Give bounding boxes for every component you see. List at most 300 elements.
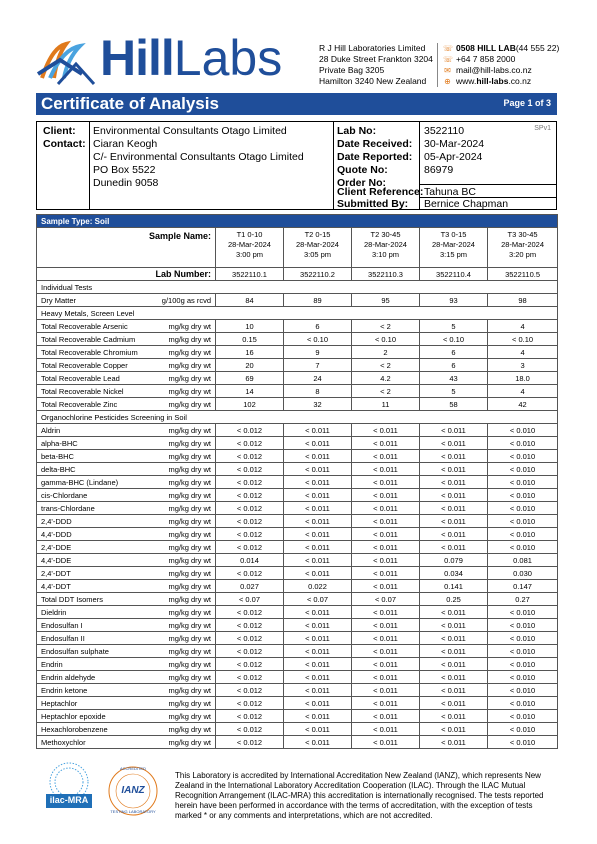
result-row <box>37 424 558 437</box>
result-value: < 0.012 <box>216 658 284 671</box>
analyte-name: 2,4'-DDD <box>37 515 152 528</box>
result-value: < 0.012 <box>216 710 284 723</box>
result-value: < 0.011 <box>420 710 488 723</box>
analyte-unit: mg/kg dry wt <box>152 658 216 671</box>
result-value: < 0.011 <box>420 437 488 450</box>
analyte-name: Total Recoverable Copper <box>37 359 152 372</box>
result-value: < 0.011 <box>420 528 488 541</box>
result-value: < 0.011 <box>352 645 420 658</box>
analyte-unit: mg/kg dry wt <box>152 645 216 658</box>
ilac-mra-logo: ilac-MRA <box>38 760 100 822</box>
email-icon: ✉ <box>444 66 451 75</box>
result-value: 0.022 <box>284 580 352 593</box>
result-value: < 0.011 <box>284 489 352 502</box>
header-divider <box>437 43 438 87</box>
logo-wordmark: HillLabs <box>100 30 283 86</box>
result-row <box>37 593 558 606</box>
analyte-name: gamma-BHC (Lindane) <box>37 476 152 489</box>
analyte-unit: g/100g as rcvd <box>152 294 216 307</box>
result-row <box>37 606 558 619</box>
result-row <box>37 502 558 515</box>
analyte-name: 4,4'-DDE <box>37 554 152 567</box>
result-value: < 0.10 <box>420 333 488 346</box>
analyte-name: Hexachlorobenzene <box>37 723 152 736</box>
result-value: < 2 <box>352 385 420 398</box>
result-value: < 0.011 <box>352 437 420 450</box>
result-value: < 0.012 <box>216 671 284 684</box>
analyte-unit: mg/kg dry wt <box>152 697 216 710</box>
result-value: < 0.011 <box>420 489 488 502</box>
sample-header: T2 30-45 28-Mar-2024 3:10 pm <box>352 228 420 268</box>
analyte-unit: mg/kg dry wt <box>152 567 216 580</box>
ianz-accredited-logo: IANZ ACCREDITED TESTING LABORATORY <box>110 766 156 814</box>
result-value: 7 <box>284 359 352 372</box>
result-value: 4.2 <box>352 372 420 385</box>
analyte-name: 4,4'-DDT <box>37 580 152 593</box>
result-row <box>37 463 558 476</box>
result-row <box>37 684 558 697</box>
analyte-unit: mg/kg dry wt <box>152 671 216 684</box>
section-title: Heavy Metals, Screen Level <box>37 307 558 320</box>
result-value: < 0.011 <box>284 658 352 671</box>
lab-address <box>319 43 433 87</box>
result-value: < 0.010 <box>488 463 558 476</box>
analyte-unit: mg/kg dry wt <box>152 515 216 528</box>
result-value: < 0.011 <box>352 697 420 710</box>
address-line: Private Bag 3205 <box>319 65 385 75</box>
lab-contact <box>443 43 559 87</box>
result-value: < 0.010 <box>488 632 558 645</box>
result-value: < 0.011 <box>420 606 488 619</box>
analyte-name: trans-Chlordane <box>37 502 152 515</box>
result-row <box>37 567 558 580</box>
lab-number-label: Lab Number: <box>37 268 216 281</box>
page-title: Certificate of Analysis <box>41 94 219 113</box>
version-tag: SPv1 <box>534 125 551 132</box>
title-bar <box>36 93 557 115</box>
result-value: 4 <box>488 385 558 398</box>
analyte-name: Endrin aldehyde <box>37 671 152 684</box>
result-value: < 0.011 <box>420 424 488 437</box>
submitted-by-value: Bernice Chapman <box>424 198 509 210</box>
analyte-unit: mg/kg dry wt <box>152 710 216 723</box>
result-value: < 0.011 <box>420 619 488 632</box>
result-value: < 0.010 <box>488 502 558 515</box>
phone-primary-extra: (44 555 22) <box>515 43 560 53</box>
analyte-unit: mg/kg dry wt <box>152 593 216 606</box>
result-value: < 0.011 <box>352 567 420 580</box>
analyte-unit: mg/kg dry wt <box>152 619 216 632</box>
contact-label: Contact: <box>43 138 86 150</box>
result-value: 0.15 <box>216 333 284 346</box>
result-row <box>37 294 558 307</box>
result-value: < 0.011 <box>352 489 420 502</box>
section-title: Organochlorine Pesticides Screening in Soil <box>37 411 558 424</box>
analyte-name: Dieldrin <box>37 606 152 619</box>
result-value: 0.27 <box>488 593 558 606</box>
result-value: 42 <box>488 398 558 411</box>
analyte-name: Endosulfan II <box>37 632 152 645</box>
result-value: < 0.011 <box>420 658 488 671</box>
result-value: < 0.010 <box>488 541 558 554</box>
result-value: < 0.011 <box>352 424 420 437</box>
result-row <box>37 320 558 333</box>
result-value: < 0.010 <box>488 528 558 541</box>
result-value: < 0.011 <box>420 632 488 645</box>
result-value: < 0.012 <box>216 489 284 502</box>
analyte-unit: mg/kg dry wt <box>152 398 216 411</box>
analyte-name: Dry Matter <box>37 294 152 307</box>
accreditation-statement: This Laboratory is accredited by International Accreditation New Zealand (IANZ), which represents New Zealand in the International Laboratory Accreditation Cooperation (ILAC). Through the ILAC Mutual Recognition Arrangement (ILAC-MRA) this accreditation is internationally recognised. The tests reported herein have been performed in accordance with the terms of accreditation, with the exception of tests marked * or any comments and interpretations, which are not accredited. <box>175 771 544 820</box>
result-value: 6 <box>284 320 352 333</box>
phone-icon: ☏ <box>443 55 454 64</box>
sample-header: T3 0-15 28-Mar-2024 3:15 pm <box>420 228 488 268</box>
sample-header: T1 0-10 28-Mar-2024 3:00 pm <box>216 228 284 268</box>
result-value: < 0.012 <box>216 437 284 450</box>
result-value: < 0.011 <box>284 710 352 723</box>
analyte-name: Total Recoverable Arsenic <box>37 320 152 333</box>
result-value: < 0.011 <box>352 710 420 723</box>
result-value: < 0.011 <box>420 502 488 515</box>
sample-name-label: Sample Name: <box>37 228 216 268</box>
result-value: < 0.010 <box>488 619 558 632</box>
section-header-row <box>37 411 558 424</box>
result-value: < 2 <box>352 320 420 333</box>
result-value: < 0.011 <box>284 606 352 619</box>
analyte-name: Endrin <box>37 658 152 671</box>
address-line: Hamilton 3240 New Zealand <box>319 76 427 86</box>
date-received-label: Date Received: <box>337 138 413 150</box>
analyte-name: cis-Chlordane <box>37 489 152 502</box>
analyte-name: Total Recoverable Zinc <box>37 398 152 411</box>
result-value: < 0.012 <box>216 463 284 476</box>
result-value: < 0.011 <box>284 463 352 476</box>
analyte-unit: mg/kg dry wt <box>152 359 216 372</box>
analyte-name: Heptachlor epoxide <box>37 710 152 723</box>
result-value: 10 <box>216 320 284 333</box>
result-value: < 0.011 <box>352 606 420 619</box>
analyte-unit: mg/kg dry wt <box>152 723 216 736</box>
page-number: Page 1 of 3 <box>503 98 551 108</box>
result-row <box>37 359 558 372</box>
result-value: < 0.011 <box>352 619 420 632</box>
analyte-unit: mg/kg dry wt <box>152 424 216 437</box>
result-value: 93 <box>420 294 488 307</box>
analyte-name: delta-BHC <box>37 463 152 476</box>
result-row <box>37 619 558 632</box>
analyte-unit: mg/kg dry wt <box>152 632 216 645</box>
result-value: 0.147 <box>488 580 558 593</box>
result-value: < 0.07 <box>216 593 284 606</box>
result-value: < 0.011 <box>284 684 352 697</box>
result-value: 9 <box>284 346 352 359</box>
result-value: 69 <box>216 372 284 385</box>
analyte-unit: mg/kg dry wt <box>152 372 216 385</box>
date-reported-label: Date Reported: <box>337 151 413 163</box>
result-value: < 0.010 <box>488 684 558 697</box>
quote-no-label: Quote No: <box>337 164 388 176</box>
result-value: < 0.011 <box>284 476 352 489</box>
result-value: < 0.10 <box>352 333 420 346</box>
result-value: < 0.10 <box>284 333 352 346</box>
result-row <box>37 554 558 567</box>
contact-name: Ciaran Keogh <box>93 138 158 150</box>
result-value: < 0.011 <box>352 736 420 749</box>
result-value: 95 <box>352 294 420 307</box>
lab-number: 3522110.5 <box>488 268 558 281</box>
client-address-line: C/- Environmental Consultants Otago Limited <box>93 151 304 163</box>
result-value: 89 <box>284 294 352 307</box>
result-value: < 0.011 <box>352 541 420 554</box>
result-value: < 0.011 <box>284 697 352 710</box>
result-value: < 0.012 <box>216 502 284 515</box>
analyte-unit: mg/kg dry wt <box>152 346 216 359</box>
result-value: 5 <box>420 320 488 333</box>
result-value: < 0.011 <box>420 684 488 697</box>
analyte-unit: mg/kg dry wt <box>152 450 216 463</box>
result-row <box>37 398 558 411</box>
result-value: < 0.011 <box>284 632 352 645</box>
result-value: < 0.011 <box>352 502 420 515</box>
lab-number: 3522110.3 <box>352 268 420 281</box>
analyte-unit: mg/kg dry wt <box>152 333 216 346</box>
section-header-row <box>37 307 558 320</box>
analyte-name: Endosulfan sulphate <box>37 645 152 658</box>
analyte-unit: mg/kg dry wt <box>152 736 216 749</box>
result-value: 20 <box>216 359 284 372</box>
result-value: < 0.011 <box>284 541 352 554</box>
result-value: < 0.011 <box>284 567 352 580</box>
result-value: < 0.010 <box>488 437 558 450</box>
result-row <box>37 450 558 463</box>
analyte-name: Heptachlor <box>37 697 152 710</box>
client-label: Client: <box>43 125 76 137</box>
result-value: 8 <box>284 385 352 398</box>
client-address-line: Dunedin 9058 <box>93 177 159 189</box>
logo-mark-icon <box>36 34 100 90</box>
result-value: < 0.011 <box>352 632 420 645</box>
result-value: < 0.011 <box>284 671 352 684</box>
phone-icon: ☏ <box>443 44 454 53</box>
client-reference-value: Tahuna BC <box>424 186 476 198</box>
lab-number: 3522110.2 <box>284 268 352 281</box>
result-value: < 0.012 <box>216 541 284 554</box>
result-value: 0.030 <box>488 567 558 580</box>
lab-no-value: 3522110 <box>424 125 465 137</box>
result-value: < 0.011 <box>420 515 488 528</box>
result-value: < 0.010 <box>488 489 558 502</box>
result-value: < 0.010 <box>488 658 558 671</box>
result-row <box>37 528 558 541</box>
address-line: R J Hill Laboratories Limited <box>319 43 426 53</box>
result-value: < 0.012 <box>216 528 284 541</box>
result-value: < 0.011 <box>352 554 420 567</box>
result-row <box>37 346 558 359</box>
analyte-name: Endrin ketone <box>37 684 152 697</box>
submitted-by-label: Submitted By: <box>337 198 409 210</box>
result-value: 11 <box>352 398 420 411</box>
result-value: < 0.011 <box>352 671 420 684</box>
result-value: 14 <box>216 385 284 398</box>
result-value: 16 <box>216 346 284 359</box>
result-value: < 0.010 <box>488 476 558 489</box>
result-value: < 0.011 <box>420 476 488 489</box>
sample-header: T2 0-15 28-Mar-2024 3:05 pm <box>284 228 352 268</box>
result-value: < 0.011 <box>352 580 420 593</box>
result-value: < 0.011 <box>352 658 420 671</box>
analyte-name: Aldrin <box>37 424 152 437</box>
result-value: < 0.011 <box>420 736 488 749</box>
result-value: < 0.012 <box>216 424 284 437</box>
analyte-unit: mg/kg dry wt <box>152 385 216 398</box>
result-row <box>37 515 558 528</box>
analyte-unit: mg/kg dry wt <box>152 684 216 697</box>
result-value: < 0.010 <box>488 645 558 658</box>
result-value: 3 <box>488 359 558 372</box>
analyte-name: 4,4'-DDD <box>37 528 152 541</box>
result-value: < 0.010 <box>488 723 558 736</box>
result-value: 4 <box>488 346 558 359</box>
sample-name-row <box>37 228 558 268</box>
analyte-unit: mg/kg dry wt <box>152 437 216 450</box>
result-value: < 0.012 <box>216 515 284 528</box>
analyte-unit: mg/kg dry wt <box>152 476 216 489</box>
result-value: < 0.012 <box>216 619 284 632</box>
result-value: < 2 <box>352 359 420 372</box>
phone-secondary: +64 7 858 2000 <box>456 54 516 64</box>
analyte-unit: mg/kg dry wt <box>152 541 216 554</box>
result-row <box>37 723 558 736</box>
result-value: < 0.011 <box>284 437 352 450</box>
address-line: 28 Duke Street Frankton 3204 <box>319 54 433 64</box>
result-value: < 0.012 <box>216 476 284 489</box>
analyte-name: Total DDT Isomers <box>37 593 152 606</box>
result-value: < 0.10 <box>488 333 558 346</box>
result-value: < 0.010 <box>488 736 558 749</box>
result-row <box>37 541 558 554</box>
result-value: 58 <box>420 398 488 411</box>
website-link[interactable]: www.hill-labs.co.nz <box>456 76 532 86</box>
result-value: < 0.010 <box>488 697 558 710</box>
result-value: 0.014 <box>216 554 284 567</box>
result-value: < 0.011 <box>284 450 352 463</box>
result-value: < 0.012 <box>216 684 284 697</box>
result-value: < 0.011 <box>352 515 420 528</box>
result-value: 2 <box>352 346 420 359</box>
lab-no-label: Lab No: <box>337 125 377 137</box>
result-value: < 0.010 <box>488 515 558 528</box>
result-value: 24 <box>284 372 352 385</box>
analyte-unit: mg/kg dry wt <box>152 528 216 541</box>
result-row <box>37 632 558 645</box>
result-value: < 0.07 <box>352 593 420 606</box>
result-value: < 0.011 <box>420 450 488 463</box>
result-value: < 0.010 <box>488 450 558 463</box>
result-row <box>37 437 558 450</box>
result-value: 4 <box>488 320 558 333</box>
result-value: < 0.011 <box>420 541 488 554</box>
result-value: < 0.012 <box>216 567 284 580</box>
result-value: < 0.012 <box>216 606 284 619</box>
result-row <box>37 476 558 489</box>
result-value: < 0.011 <box>284 645 352 658</box>
result-row <box>37 697 558 710</box>
analyte-unit: mg/kg dry wt <box>152 554 216 567</box>
analyte-unit: mg/kg dry wt <box>152 502 216 515</box>
email-link[interactable]: mail@hill-labs.co.nz <box>456 65 532 75</box>
result-value: < 0.010 <box>488 671 558 684</box>
result-value: < 0.011 <box>352 450 420 463</box>
result-value: 0.141 <box>420 580 488 593</box>
result-value: 6 <box>420 359 488 372</box>
client-name: Environmental Consultants Otago Limited <box>93 125 287 137</box>
analyte-unit: mg/kg dry wt <box>152 489 216 502</box>
result-value: 43 <box>420 372 488 385</box>
result-row <box>37 333 558 346</box>
analyte-name: 2,4'-DDT <box>37 567 152 580</box>
result-value: < 0.011 <box>420 671 488 684</box>
analyte-name: Endosulfan I <box>37 619 152 632</box>
sample-header: T3 30-45 28-Mar-2024 3:20 pm <box>488 228 558 268</box>
analyte-name: Methoxychlor <box>37 736 152 749</box>
client-address-line: PO Box 5522 <box>93 164 156 176</box>
phone-primary: 0508 HILL LAB <box>456 43 516 53</box>
result-row <box>37 580 558 593</box>
result-value: < 0.011 <box>284 502 352 515</box>
result-value: 84 <box>216 294 284 307</box>
result-value: 0.034 <box>420 567 488 580</box>
analyte-unit: mg/kg dry wt <box>152 606 216 619</box>
result-value: < 0.012 <box>216 632 284 645</box>
result-value: < 0.07 <box>284 593 352 606</box>
result-value: < 0.011 <box>420 697 488 710</box>
result-value: 102 <box>216 398 284 411</box>
result-row <box>37 736 558 749</box>
globe-icon: ⊕ <box>444 77 451 86</box>
result-value: < 0.011 <box>284 736 352 749</box>
result-value: 32 <box>284 398 352 411</box>
result-value: < 0.011 <box>420 645 488 658</box>
result-value: < 0.012 <box>216 697 284 710</box>
result-value: < 0.011 <box>420 463 488 476</box>
result-value: < 0.010 <box>488 424 558 437</box>
result-value: < 0.011 <box>352 476 420 489</box>
result-value: < 0.011 <box>284 515 352 528</box>
date-reported-value: 05-Apr-2024 <box>424 151 483 163</box>
result-value: < 0.012 <box>216 736 284 749</box>
result-value: < 0.011 <box>284 528 352 541</box>
result-row <box>37 385 558 398</box>
analyte-name: 2,4'-DDE <box>37 541 152 554</box>
order-no-label: Order No: <box>337 177 387 189</box>
quote-no-value: 86979 <box>424 164 454 176</box>
analyte-name: Total Recoverable Chromium <box>37 346 152 359</box>
lab-number: 3522110.4 <box>420 268 488 281</box>
date-received-value: 30-Mar-2024 <box>424 138 485 150</box>
result-value: < 0.012 <box>216 645 284 658</box>
result-value: 0.079 <box>420 554 488 567</box>
result-value: < 0.012 <box>216 723 284 736</box>
result-row <box>37 372 558 385</box>
result-row <box>37 645 558 658</box>
result-value: < 0.011 <box>352 723 420 736</box>
result-value: 6 <box>420 346 488 359</box>
client-info-box <box>36 121 557 210</box>
analyte-name: Total Recoverable Cadmium <box>37 333 152 346</box>
result-value: < 0.011 <box>352 463 420 476</box>
analyte-name: alpha-BHC <box>37 437 152 450</box>
result-value: 5 <box>420 385 488 398</box>
